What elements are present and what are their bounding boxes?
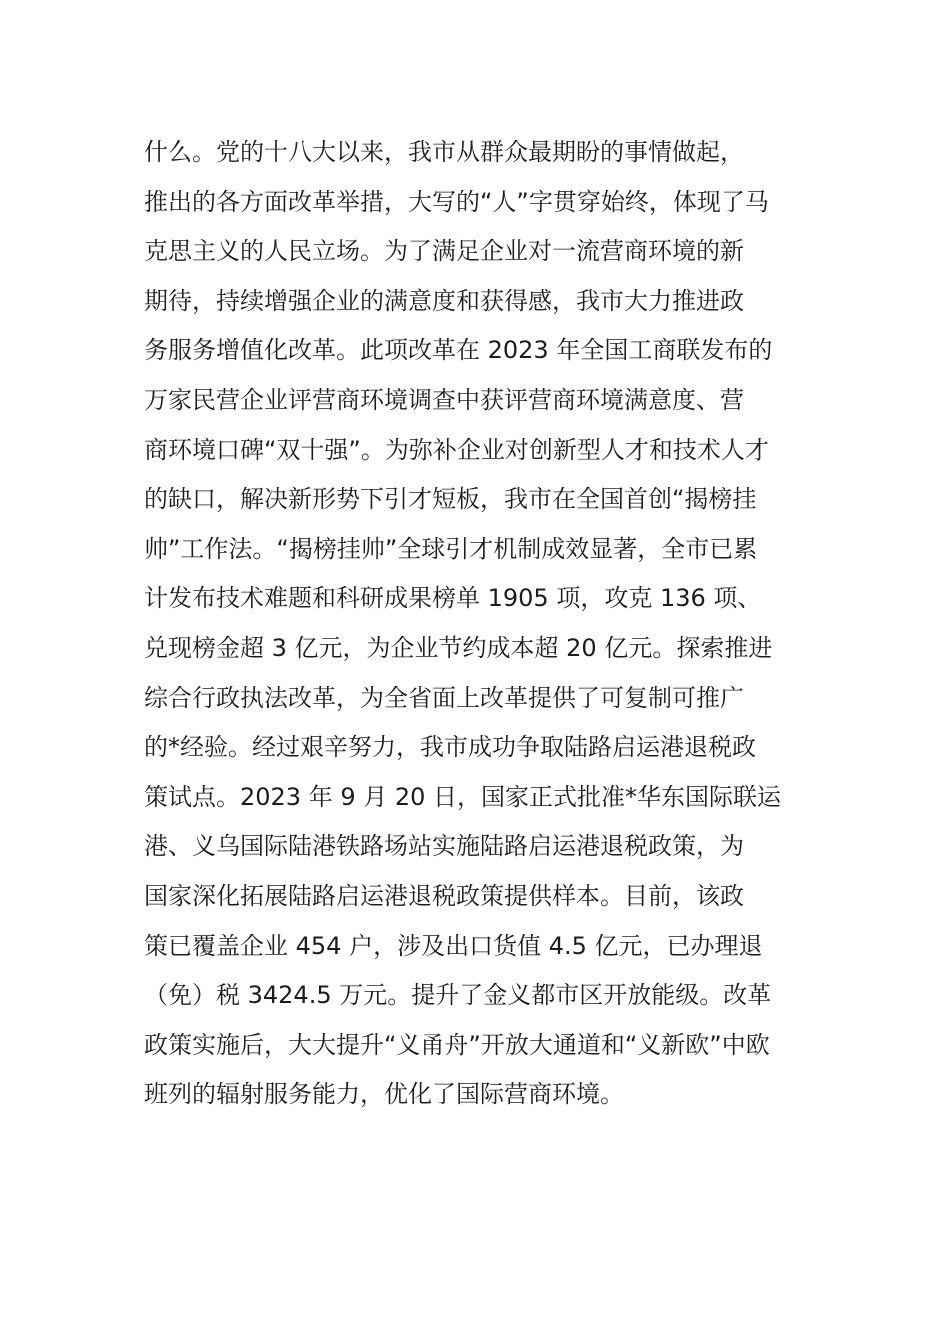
text-line: 商环境口碑“双十强”。为弥补企业对创新型人才和技术人才 [144,435,769,464]
text-line: 帅”工作法。“揭榜挂帅”全球引才机制成效显著，全市已累 [144,534,758,563]
text-line: 政策实施后，大大提升“义甬舟”开放大通道和“义新欧”中欧 [144,1030,770,1059]
text-line: 克思主义的人民立场。为了满足企业对一流营商环境的新 [144,237,744,266]
text-line: 策已覆盖企业 454 户，涉及出口货值 4.5 亿元，已办理退 [144,931,763,960]
text-line: 什么。党的十八大以来，我市从群众最期盼的事情做起， [144,138,744,166]
text-line: 综合行政执法改革，为全省面上改革提供了可复制可推广 [144,683,744,712]
text-line: 期待，持续增强企业的满意度和获得感，我市大力推进政 [144,286,744,315]
text-line: 计发布技术难题和科研成果榜单 1905 项，攻克 136 项、 [144,584,762,613]
text-line: 推出的各方面改革举措，大写的“人”字贯穿始终，体现了马 [144,187,769,216]
text-line: 国家深化拓展陆路启运港退税政策提供样本。目前，该政 [144,881,744,910]
text-line: 班列的辐射服务能力，优化了国际营商环境。 [144,1080,624,1109]
text-line: 的缺口，解决新形势下引才短板，我市在全国首创“揭榜挂 [144,485,757,514]
text-line: 策试点。2023 年 9 月 20 日，国家正式批准*华东国际联运 [144,782,782,811]
text-line: 的*经验。经过艰辛努力，我市成功争取陆路启运港退税政 [144,733,756,762]
text-line: （免）税 3424.5 万元。提升了金义都市区开放能级。改革 [144,981,772,1010]
text-line: 港、义乌国际陆港铁路场站实施陆路启运港退税政策，为 [144,832,744,861]
body-paragraph [144,128,824,1120]
text-line: 万家民营企业评营商环境调查中获评营商环境满意度、营 [144,385,744,414]
text-line: 兑现榜金超 3 亿元，为企业节约成本超 20 亿元。探索推进 [144,633,773,662]
text-line: 务服务增值化改革。此项改革在 2023 年全国工商联发布的 [144,336,773,365]
